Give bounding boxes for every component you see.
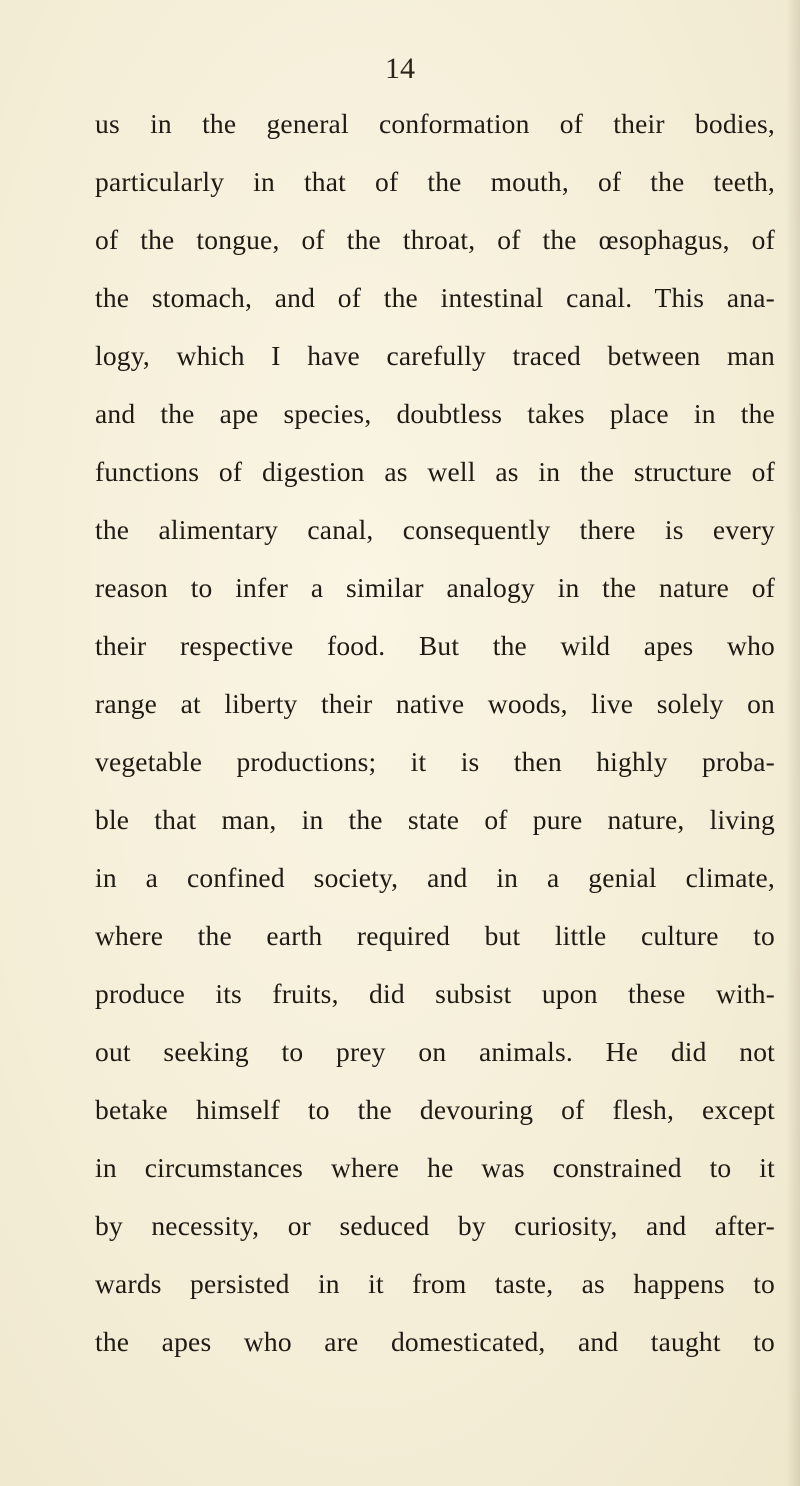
text-line: the stomach, and of the intestinal canal. This ana-	[95, 282, 775, 313]
body-text	[95, 95, 775, 1371]
text-line: wards persisted in it from taste, as happens to	[95, 1268, 775, 1299]
text-line: vegetable productions; it is then highly proba-	[95, 746, 775, 777]
page-edge-shadow	[786, 0, 800, 1486]
text-line: in a confined society, and in a genial climate,	[95, 862, 775, 893]
text-line: and the ape species, doubtless takes place in the	[95, 398, 775, 429]
text-line: reason to infer a similar analogy in the nature of	[95, 572, 775, 603]
text-line: where the earth required but little culture to	[95, 920, 775, 951]
text-line: range at liberty their native woods, live solely on	[95, 688, 775, 719]
text-line: the apes who are domesticated, and taught to	[95, 1326, 775, 1357]
text-line: their respective food. But the wild apes who	[95, 630, 775, 661]
text-line: the alimentary canal, consequently there is every	[95, 514, 775, 545]
text-line: produce its fruits, did subsist upon these with-	[95, 978, 775, 1009]
page-number: 14	[385, 52, 415, 85]
text-line: functions of digestion as well as in the structure of	[95, 456, 775, 487]
text-line: in circumstances where he was constrained to it	[95, 1152, 775, 1183]
text-line: logy, which I have carefully traced between man	[95, 340, 775, 371]
text-line: ble that man, in the state of pure nature, living	[95, 804, 775, 835]
text-line: betake himself to the devouring of flesh, except	[95, 1094, 775, 1125]
text-line: us in the general conformation of their bodies,	[95, 108, 775, 139]
text-line: out seeking to prey on animals. He did not	[95, 1036, 775, 1067]
text-line: by necessity, or seduced by curiosity, and after-	[95, 1210, 775, 1241]
text-line: of the tongue, of the throat, of the œsophagus, of	[95, 224, 775, 255]
text-line: particularly in that of the mouth, of the teeth,	[95, 166, 775, 197]
